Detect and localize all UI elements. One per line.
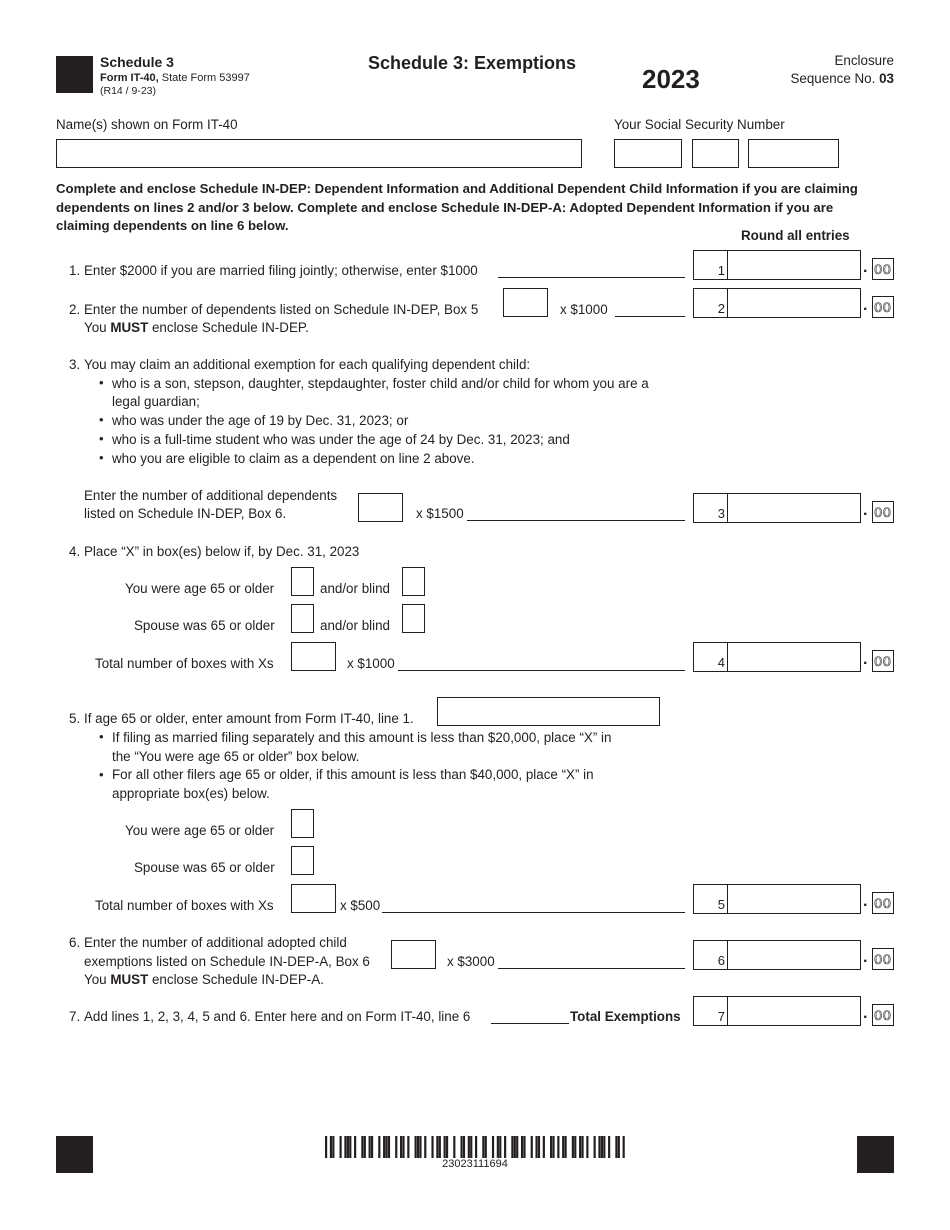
barcode-bar <box>579 1136 581 1158</box>
line2-note-b: enclose Schedule IN-DEP. <box>148 320 309 335</box>
decimal-point: . <box>863 502 868 519</box>
line4-blind-label: and/or blind <box>320 618 390 633</box>
barcode-bar <box>460 1136 462 1158</box>
line7-cents: 00 <box>872 1004 894 1026</box>
line6-text: Enter the number of additional adopted child <box>84 935 347 950</box>
line2-number: 2. <box>69 302 81 317</box>
barcode-bar <box>385 1136 387 1158</box>
line2-multiplier: x $1000 <box>560 302 608 317</box>
registration-mark-top-left <box>56 56 93 93</box>
line3-box-number: 3 <box>694 494 728 522</box>
line5-text: If age 65 or older, enter amount from Form IT-40, line 1. <box>84 711 414 726</box>
line4-spouse65-checkbox[interactable] <box>291 604 314 633</box>
line7-number: 7. <box>69 1009 81 1024</box>
barcode-bar <box>598 1136 600 1158</box>
schedule-label: Schedule 3 <box>100 54 174 70</box>
line6-adopted-count-input[interactable] <box>391 940 436 969</box>
line3-bullet: who you are eligible to claim as a dependent on line 2 above. <box>112 451 475 466</box>
line2-note-a: You <box>84 320 111 335</box>
barcode-bar <box>497 1136 499 1158</box>
state-form-label: State Form 53997 <box>161 72 250 84</box>
barcode-bar <box>383 1136 385 1158</box>
barcode-bar <box>523 1136 525 1158</box>
sequence-value: 03 <box>879 71 894 86</box>
line5-bullet: appropriate box(es) below. <box>112 786 270 801</box>
barcode-bar <box>439 1136 441 1158</box>
barcode-bar <box>482 1136 484 1158</box>
barcode-bar <box>514 1136 516 1158</box>
line3-multiplier: x $1500 <box>416 506 464 521</box>
barcode-bar <box>618 1136 620 1158</box>
instructions <box>56 180 858 236</box>
barcode-bar <box>475 1136 477 1158</box>
line3-enter-text: listed on Schedule IN-DEP, Box 6. <box>84 506 287 521</box>
bullet: • <box>99 450 104 465</box>
barcode-bar <box>407 1136 409 1158</box>
line5-leader <box>382 912 685 913</box>
line6-note <box>84 972 324 987</box>
barcode-bar <box>557 1136 559 1158</box>
revision-label: (R14 / 9-23) <box>100 85 157 97</box>
line5-cents: 00 <box>872 892 894 914</box>
line3-bullet: legal guardian; <box>112 394 200 409</box>
barcode-bar <box>417 1136 419 1158</box>
barcode-bar <box>586 1136 588 1158</box>
line5-you65-checkbox[interactable] <box>291 809 314 838</box>
barcode-bar <box>485 1136 487 1158</box>
bullet: • <box>99 729 104 744</box>
barcode-bar <box>468 1136 470 1158</box>
barcode-bar <box>492 1136 494 1158</box>
line3-intro: You may claim an additional exemption for each qualifying dependent child: <box>84 357 531 372</box>
barcode-bar <box>330 1136 332 1158</box>
line4-you-blind-checkbox[interactable] <box>402 567 425 596</box>
instructions-line: claiming dependents on line 6 below. <box>56 218 289 234</box>
barcode-bar <box>531 1136 533 1158</box>
line5-number: 5. <box>69 711 81 726</box>
line4-number: 4. <box>69 544 81 559</box>
barcode-bar <box>516 1136 518 1158</box>
line5-amount-field[interactable] <box>693 884 861 914</box>
barcode-bar <box>378 1136 380 1158</box>
line4-amount-field[interactable] <box>693 642 861 672</box>
bullet: • <box>99 767 104 782</box>
barcode-bar <box>361 1136 363 1158</box>
ssn-part2-input[interactable] <box>692 139 739 168</box>
line6-note-b: enclose Schedule IN-DEP-A. <box>148 972 324 987</box>
line5-multiplier: x $500 <box>340 898 381 913</box>
line3-cents: 00 <box>872 501 894 523</box>
barcode-bar <box>543 1136 545 1158</box>
line2-leader <box>615 316 685 317</box>
line2-must: MUST <box>110 320 149 335</box>
line1-leader <box>498 277 685 278</box>
decimal-point: . <box>863 651 868 668</box>
line7-text: Add lines 1, 2, 3, 4, 5 and 6. Enter here and on Form IT-40, line 6 <box>84 1009 471 1024</box>
page-title: Schedule 3: Exemptions <box>368 53 577 73</box>
line4-multiplier: x $1000 <box>347 656 395 671</box>
barcode-bar <box>349 1136 351 1158</box>
line6-leader <box>498 968 685 969</box>
instructions-line: dependents on lines 2 and/or 3 below. Complete and enclose Schedule IN-DEP-A: Adopted Dependent Information if you are <box>56 199 834 215</box>
total-exemptions-label: Total Exemptions <box>570 1009 681 1024</box>
line5-spouse65-checkbox[interactable] <box>291 846 314 875</box>
ssn-label: Your Social Security Number <box>614 117 785 132</box>
tax-year: 2023 <box>642 64 700 94</box>
bullet: • <box>99 431 104 446</box>
barcode <box>325 1136 625 1158</box>
ssn-part3-input[interactable] <box>748 139 839 168</box>
sequence-number <box>790 71 894 86</box>
registration-mark-bottom-right <box>857 1136 894 1173</box>
line6-amount-field[interactable] <box>693 940 861 970</box>
decimal-point: . <box>863 297 868 314</box>
line4-box-number: 4 <box>694 643 728 671</box>
line2-cents: 00 <box>872 296 894 318</box>
line4-blind-label: and/or blind <box>320 581 390 596</box>
sequence-label: Sequence No. <box>790 71 876 86</box>
line6-box-number: 6 <box>694 941 728 969</box>
barcode-bar <box>499 1136 501 1158</box>
line4-you65-checkbox[interactable] <box>291 567 314 596</box>
barcode-bar <box>444 1136 446 1158</box>
enclosure-label: Enclosure <box>834 53 894 68</box>
names-label: Name(s) shown on Form IT-40 <box>56 117 238 132</box>
line6-note-a: You <box>84 972 111 987</box>
barcode-bar <box>511 1136 513 1158</box>
line1-amount-field[interactable] <box>693 250 861 280</box>
barcode-bar <box>601 1136 603 1158</box>
instructions-line: Complete and enclose Schedule IN-DEP: Dependent Information and Additional Dependent Child Information if you are claiming <box>56 181 858 196</box>
line2-note <box>84 320 309 335</box>
line5-box-number: 5 <box>694 885 728 913</box>
barcode-bar <box>347 1136 349 1158</box>
line5-you65-label: You were age 65 or older <box>125 823 275 838</box>
line3-additional-dependents-input[interactable] <box>358 493 403 522</box>
barcode-bar <box>565 1136 567 1158</box>
barcode-bar <box>463 1136 465 1158</box>
barcode-bar <box>415 1136 417 1158</box>
bullet: • <box>99 412 104 427</box>
form-identifier <box>100 72 250 84</box>
decimal-point: . <box>863 259 868 276</box>
line4-spouse65-label: Spouse was 65 or older <box>134 618 275 633</box>
decimal-point: . <box>863 949 868 966</box>
line7-amount-field[interactable] <box>693 996 861 1026</box>
decimal-point: . <box>863 1005 868 1022</box>
line3-bullet: who is a full-time student who was under the age of 24 by Dec. 31, 2023; and <box>112 432 570 447</box>
barcode-bar <box>402 1136 404 1158</box>
line4-you65-label: You were age 65 or older <box>125 581 275 596</box>
line3-bullet: who is a son, stepson, daughter, stepdaughter, foster child and/or child for whom you are a <box>112 376 649 391</box>
barcode-bar <box>594 1136 596 1158</box>
barcode-number: 23023111694 <box>442 1158 508 1170</box>
barcode-bar <box>521 1136 523 1158</box>
line6-text: exemptions listed on Schedule IN-DEP-A, Box 6 <box>84 954 370 969</box>
line1-text: Enter $2000 if you are married filing jointly; otherwise, enter $1000 <box>84 263 478 278</box>
line7-leader <box>491 1023 569 1024</box>
barcode-bar <box>608 1136 610 1158</box>
barcode-bar <box>431 1136 433 1158</box>
barcode-bar <box>340 1136 342 1158</box>
barcode-bar <box>371 1136 373 1158</box>
line5-spouse65-label: Spouse was 65 or older <box>134 860 275 875</box>
line5-total-label: Total number of boxes with Xs <box>95 898 274 913</box>
barcode-bar <box>436 1136 438 1158</box>
line6-must: MUST <box>110 972 149 987</box>
barcode-bar <box>552 1136 554 1158</box>
line4-spouse-blind-checkbox[interactable] <box>402 604 425 633</box>
line3-enter-text: Enter the number of additional dependents <box>84 488 338 503</box>
barcode-bar <box>446 1136 448 1158</box>
barcode-bar <box>332 1136 334 1158</box>
line4-cents: 00 <box>872 650 894 672</box>
line5-bullet: If filing as married filing separately and this amount is less than $20,000, place “X” in <box>112 730 612 745</box>
line3-bullet: who was under the age of 19 by Dec. 31, 2023; or <box>112 413 409 428</box>
decimal-point: . <box>863 893 868 910</box>
barcode-bar <box>369 1136 371 1158</box>
round-entries-label: Round all entries <box>741 228 850 243</box>
line4-leader <box>398 670 685 671</box>
line4-total-boxes-input[interactable] <box>291 642 336 671</box>
line4-total-label: Total number of boxes with Xs <box>95 656 274 671</box>
line2-text: Enter the number of dependents listed on Schedule IN-DEP, Box 5 <box>84 302 479 317</box>
barcode-bar <box>603 1136 605 1158</box>
form-label: Form IT-40, <box>100 72 159 84</box>
line3-amount-field[interactable] <box>693 493 861 523</box>
barcode-bar <box>388 1136 390 1158</box>
line1-number: 1. <box>69 263 81 278</box>
line2-amount-field[interactable] <box>693 288 861 318</box>
line6-multiplier: x $3000 <box>447 954 495 969</box>
bullet: • <box>99 375 104 390</box>
barcode-bar <box>538 1136 540 1158</box>
line1-cents: 00 <box>872 258 894 280</box>
barcode-bar <box>504 1136 506 1158</box>
barcode-bar <box>400 1136 402 1158</box>
line6-cents: 00 <box>872 948 894 970</box>
barcode-bar <box>424 1136 426 1158</box>
line1-box-number: 1 <box>694 251 728 279</box>
line5-bullet: For all other filers age 65 or older, if this amount is less than $40,000, place “X” in <box>112 767 594 782</box>
barcode-bar <box>395 1136 397 1158</box>
registration-mark-bottom-left <box>56 1136 93 1173</box>
line2-dependents-count-input[interactable] <box>503 288 548 317</box>
line5-it40-amount-input[interactable] <box>437 697 660 726</box>
barcode-bar <box>562 1136 564 1158</box>
line4-text: Place “X” in box(es) below if, by Dec. 31, 2023 <box>84 544 360 559</box>
barcode-bar <box>535 1136 537 1158</box>
barcode-bar <box>325 1136 327 1158</box>
line6-number: 6. <box>69 935 81 950</box>
barcode-bar <box>354 1136 356 1158</box>
barcode-bar <box>581 1136 583 1158</box>
line7-box-number: 7 <box>694 997 728 1025</box>
line2-box-number: 2 <box>694 289 728 317</box>
barcode-bar <box>550 1136 552 1158</box>
barcode-bar <box>574 1136 576 1158</box>
line3-leader <box>467 520 685 521</box>
names-input[interactable] <box>56 139 582 168</box>
line3-number: 3. <box>69 357 81 372</box>
line5-total-boxes-input[interactable] <box>291 884 336 913</box>
barcode-bar <box>615 1136 617 1158</box>
ssn-part1-input[interactable] <box>614 139 682 168</box>
barcode-bar <box>623 1136 625 1158</box>
barcode-bar <box>364 1136 366 1158</box>
line5-bullet: the “You were age 65 or older” box below. <box>112 749 360 764</box>
barcode-bar <box>453 1136 455 1158</box>
barcode-bar <box>419 1136 421 1158</box>
barcode-bar <box>572 1136 574 1158</box>
barcode-bar <box>344 1136 346 1158</box>
barcode-bar <box>470 1136 472 1158</box>
